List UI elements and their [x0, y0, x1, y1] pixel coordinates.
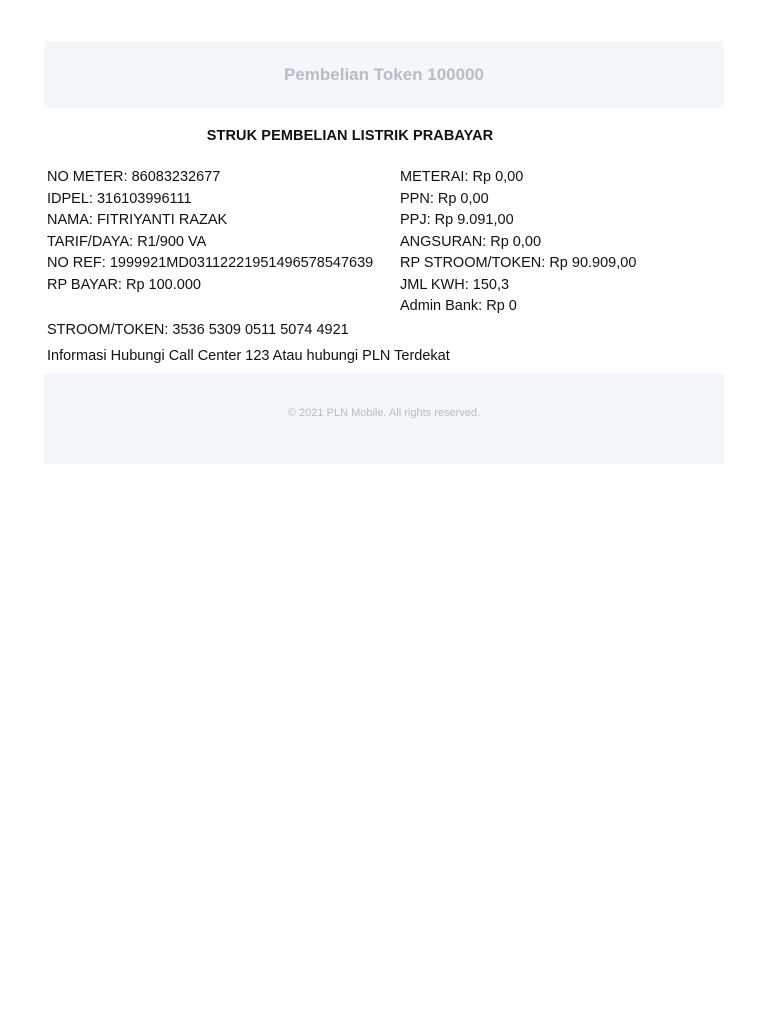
page-title: Pembelian Token 100000 — [283, 64, 484, 84]
kwh-total: JML KWH: 150,3 — [400, 276, 510, 293]
footer-bar — [44, 373, 724, 464]
reference-number: NO REF: 1999921MD03112221951496578547639 — [47, 255, 374, 271]
copyright-text: © 2021 PLN Mobile. All rights reserved. — [287, 406, 481, 419]
amount-paid: RP BAYAR: Rp 100.000 — [47, 276, 201, 293]
street-light-tax: PPJ: Rp 9.091,00 — [400, 212, 514, 228]
contact-info: Informasi Hubungi Call Center 123 Atau hubungi PLN Terdekat — [47, 348, 450, 364]
bank-admin-fee: Admin Bank: Rp 0 — [400, 298, 517, 314]
installment: ANGSURAN: Rp 0,00 — [400, 233, 542, 250]
tariff-power: TARIF/DAYA: R1/900 VA — [47, 233, 207, 250]
token-amount: RP STROOM/TOKEN: Rp 90.909,00 — [400, 255, 637, 271]
receipt-page — [44, 41, 724, 464]
details-right-column — [400, 167, 720, 318]
token-code: STROOM/TOKEN: 3536 5309 0511 5074 4921 — [47, 321, 349, 338]
receipt-title: STRUK PEMBELIAN LISTRIK PRABAYAR — [206, 128, 494, 144]
receipt-details — [44, 167, 724, 318]
meter-number: NO METER: 86083232677 — [47, 169, 221, 185]
vat: PPN: Rp 0,00 — [400, 190, 489, 207]
header-bar — [44, 41, 724, 108]
stamp-duty: METERAI: Rp 0,00 — [400, 169, 524, 185]
customer-name: NAMA: FITRIYANTI RAZAK — [47, 212, 228, 228]
customer-id: IDPEL: 316103996111 — [47, 190, 192, 207]
details-left-column — [47, 167, 400, 318]
